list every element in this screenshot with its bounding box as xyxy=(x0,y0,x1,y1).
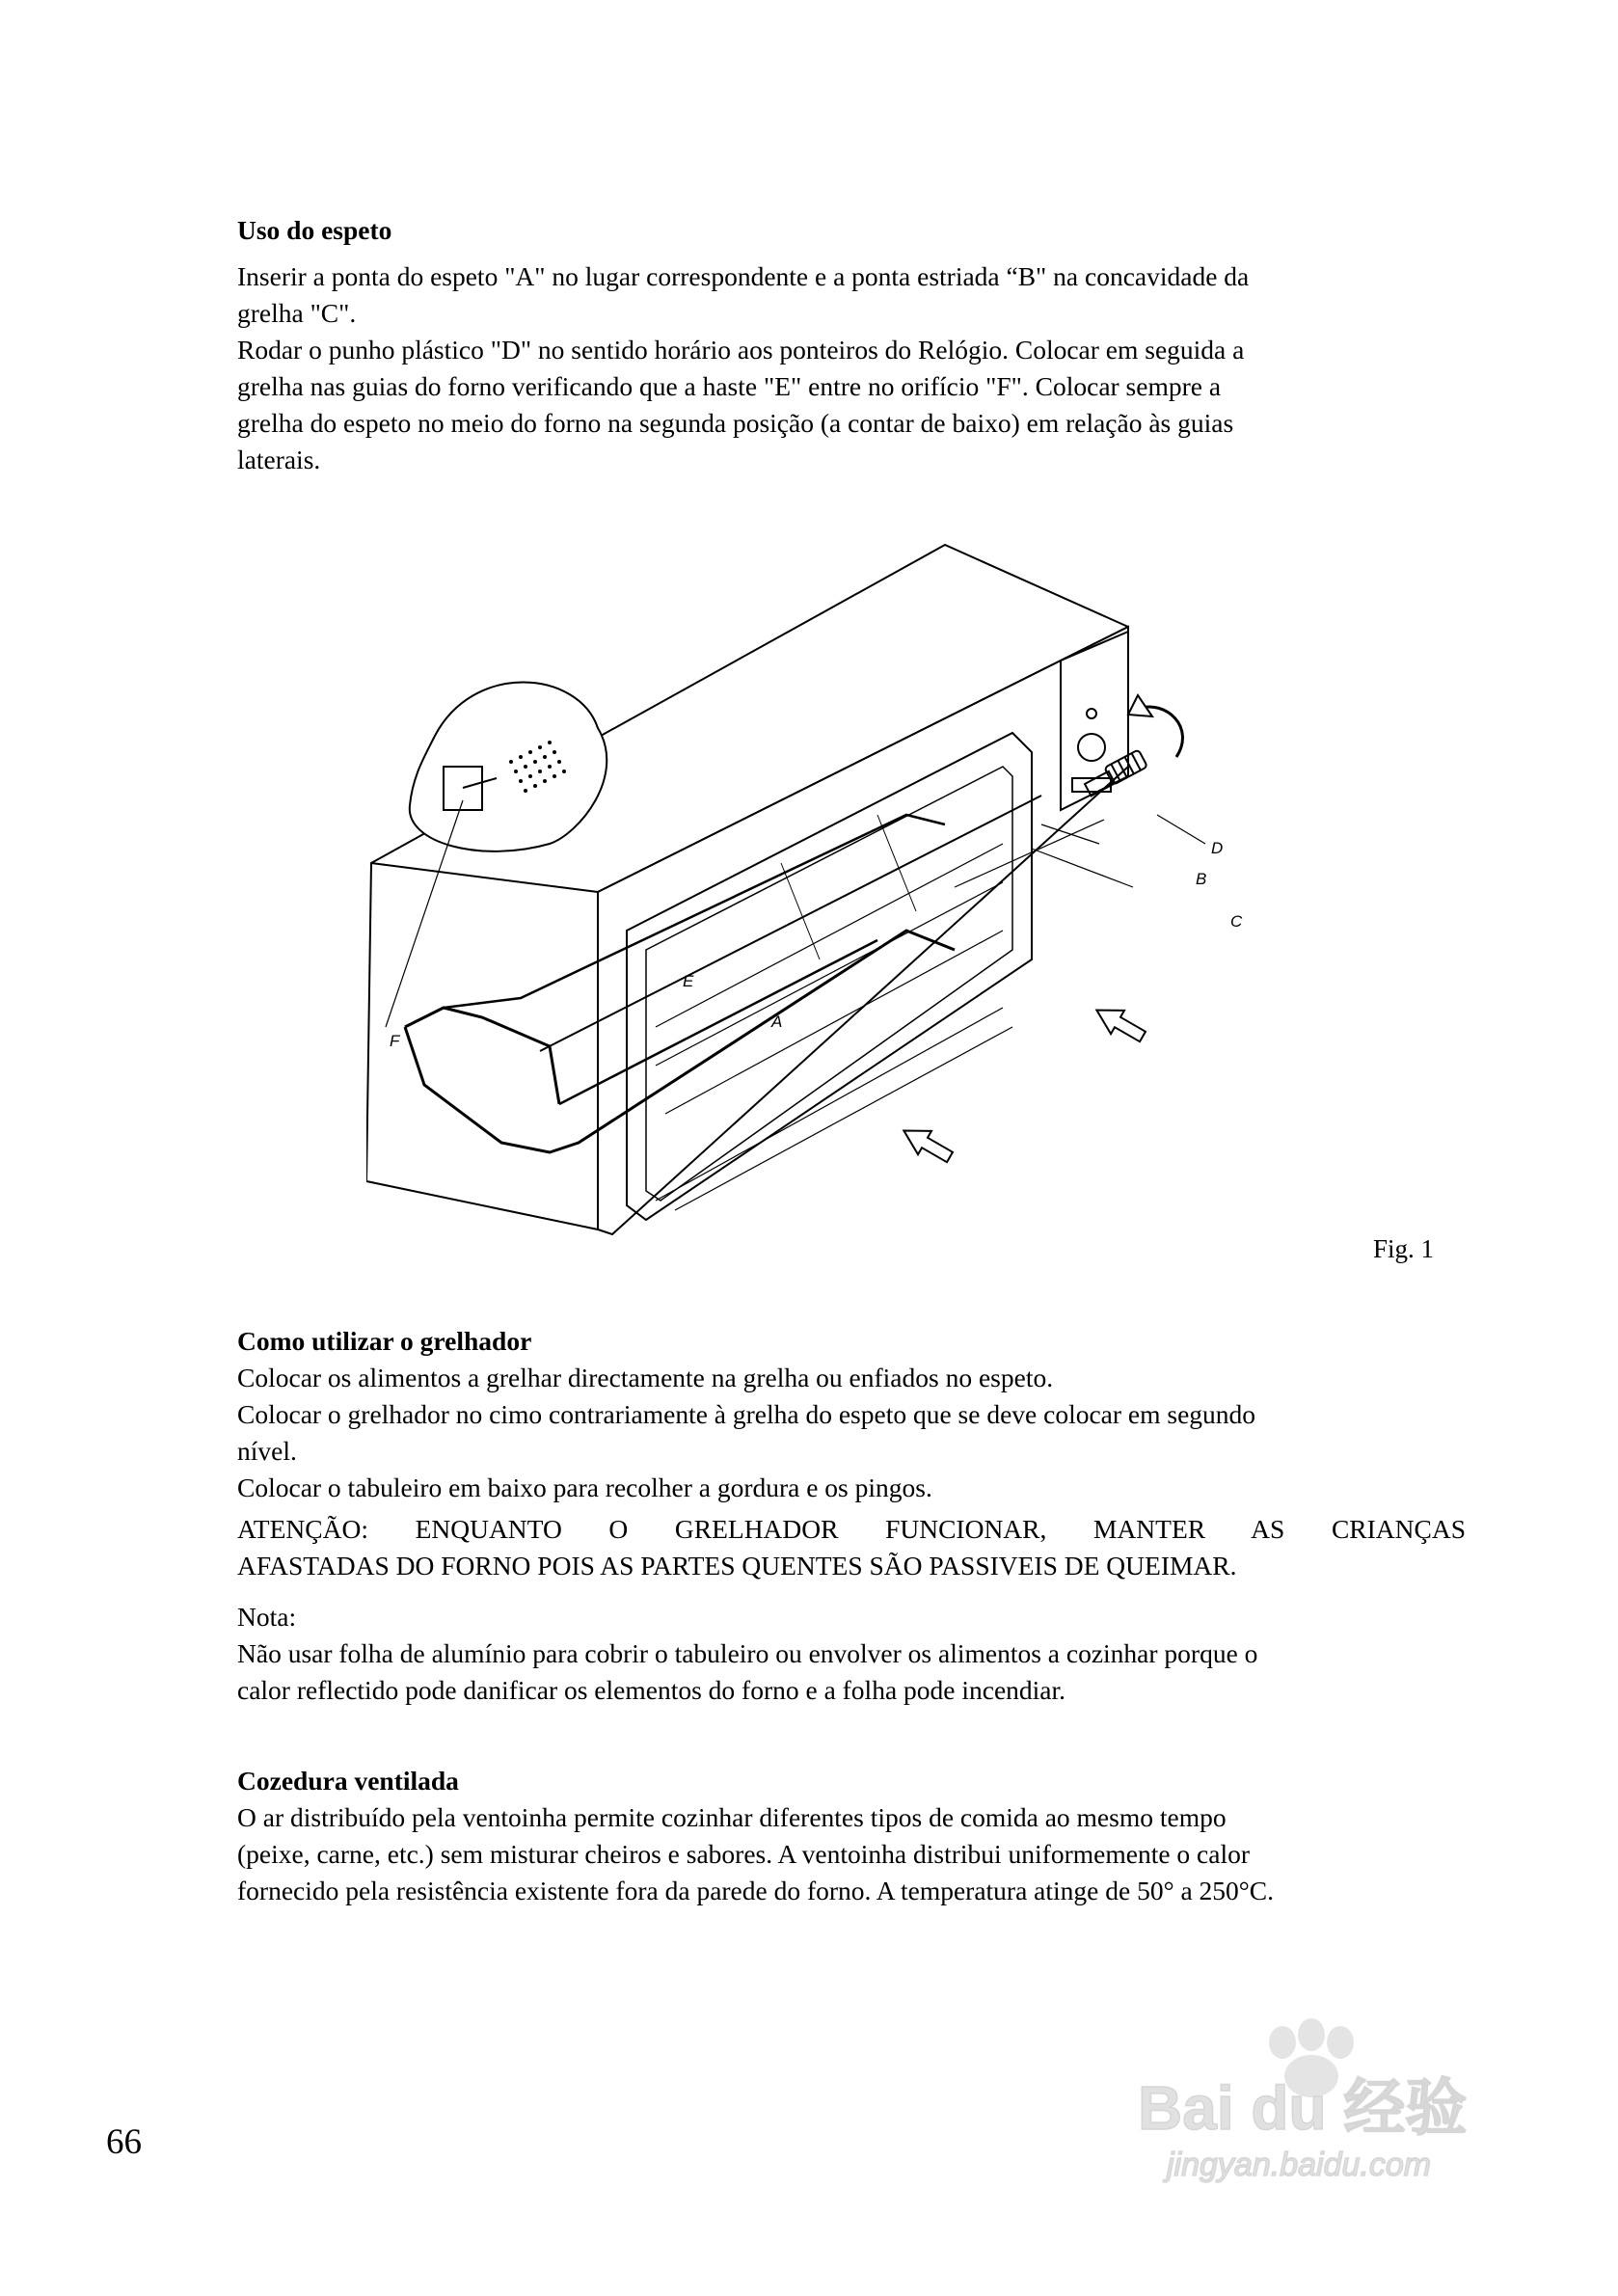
oven-rotisserie-illustration xyxy=(366,526,1254,1258)
label-b: B xyxy=(1196,870,1207,888)
paragraph-line: Rodar o punho plástico "D" no sentido horário aos ponteiros do Relógio. Colocar em seguida a xyxy=(237,335,1245,365)
page-number: 66 xyxy=(106,2122,142,2162)
heading-grill-usage: Como utilizar o grelhador xyxy=(237,1326,532,1356)
section-fan-cooking xyxy=(237,1763,1466,1909)
warning-line: ATENÇÃO: ENQUANTO O GRELHADOR FUNCIONAR, MANTER AS CRIANÇAS xyxy=(237,1514,1466,1544)
paragraph-line: laterais. xyxy=(237,445,321,474)
warning-notice xyxy=(237,1511,1466,1584)
paragraph-line: O ar distribuído pela ventoinha permite cozinhar diferentes tipos de comida ao mesmo tempo xyxy=(237,1802,1227,1832)
label-e: E xyxy=(683,972,694,990)
label-a: A xyxy=(771,1013,783,1031)
paragraph-line: grelha nas guias do forno verificando que a haste "E" entre no orifício "F". Colocar sempre a xyxy=(237,371,1222,401)
heading-spit-usage: Uso do espeto xyxy=(237,215,392,245)
paragraph-line: Colocar o grelhador no cimo contrariamente à grelha do espeto que se deve colocar em segundo xyxy=(237,1399,1256,1429)
paragraph-line: calor reflectido pode danificar os elementos do forno e a folha pode incendiar. xyxy=(237,1675,1066,1705)
figure-caption: Fig. 1 xyxy=(1373,1234,1435,1263)
paragraph-line: fornecido pela resistência existente fora da parede do forno. A temperatura atinge de 50° a 250°C. xyxy=(237,1876,1274,1905)
paragraph-line: Colocar os alimentos a grelhar directamente na grelha ou enfiados no espeto. xyxy=(237,1363,1054,1392)
label-c: C xyxy=(1230,912,1243,931)
heading-fan-cooking: Cozedura ventilada xyxy=(237,1766,459,1796)
paragraph-line: Inserir a ponta do espeto "A" no lugar correspondente e a ponta estriada “B" na concavidade da xyxy=(237,261,1250,291)
paragraph-line: grelha do espeto no meio do forno na segunda posição (a contar de baixo) em relação às guias xyxy=(237,408,1234,438)
label-d: D xyxy=(1211,839,1224,857)
note-title: Nota: xyxy=(237,1602,297,1632)
label-f: F xyxy=(390,1032,400,1050)
paragraph-line: Não usar folha de alumínio para cobrir o tabuleiro ou envolver os alimentos a cozinhar porque o xyxy=(237,1638,1258,1668)
section-grill-usage xyxy=(237,1323,1466,1506)
paragraph-line: Colocar o tabuleiro em baixo para recolher a gordura e os pingos. xyxy=(237,1472,932,1502)
paragraph-line: nível. xyxy=(237,1436,297,1466)
baidu-jingyan-watermark xyxy=(1128,2013,1533,2187)
note-block xyxy=(237,1599,1466,1709)
paragraph-line: (peixe, carne, etc.) sem misturar cheiros e sabores. A ventoinha distribui uniformemente o calor xyxy=(237,1839,1250,1869)
watermark-url: jingyan.baidu.com xyxy=(1167,2147,1432,2183)
watermark-brand: Bai du 经验 xyxy=(1138,2073,1468,2143)
section-spit-usage xyxy=(237,212,1466,478)
warning-line: AFASTADAS DO FORNO POIS AS PARTES QUENTES SÃO PASSIVEIS DE QUEIMAR. xyxy=(237,1551,1237,1580)
paragraph-line: grelha "C". xyxy=(237,298,357,328)
